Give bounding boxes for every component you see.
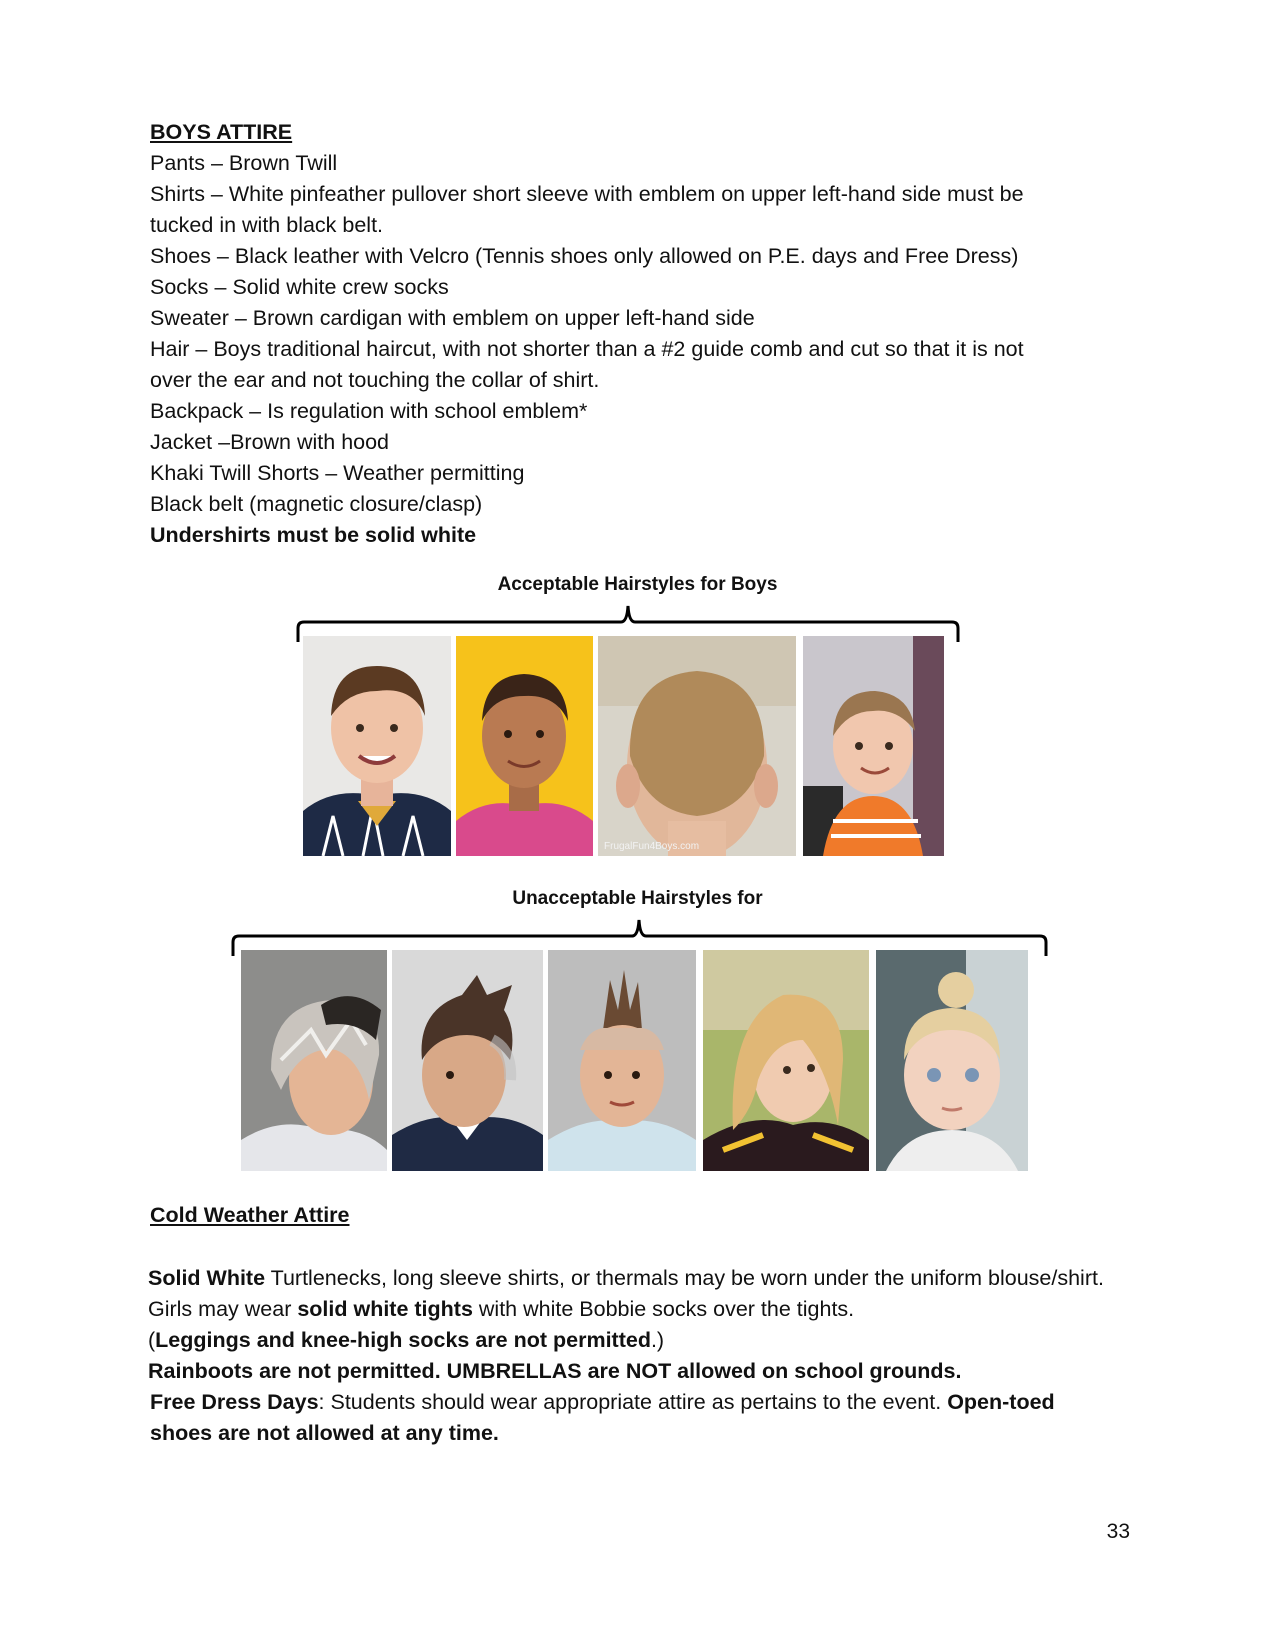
photo-watermark: FrugalFun4Boys.com (604, 841, 700, 852)
page-number: 33 (1106, 1520, 1130, 1543)
undershirts-rule: Undershirts must be solid white (150, 523, 477, 547)
acceptable-photo-4 (803, 636, 944, 856)
attire-line: Jacket –Brown with hood (150, 430, 390, 454)
cold-p2-bold: solid white tights (297, 1297, 473, 1321)
cold-weather-heading: Cold Weather Attire (150, 1203, 350, 1227)
cold-weather-section (150, 1200, 1110, 1231)
attire-line: tucked in with black belt. (150, 213, 384, 237)
cold-p1-rest: Turtlenecks, long sleeve shirts, or thermals may be worn under the uniform blouse/shirt. (265, 1266, 1104, 1290)
cold-p5-bold2: Open-toed (947, 1390, 1055, 1414)
cold-weather-body (148, 1263, 1108, 1449)
attire-line: Black belt (magnetic closure/clasp) (150, 492, 483, 516)
attire-line: Hair – Boys traditional haircut, with not shorter than a #2 guide comb and cut so that it is not (150, 337, 1024, 361)
cold-p3-a: ( (148, 1328, 156, 1352)
acceptable-photo-2 (456, 636, 593, 856)
attire-line: Socks – Solid white crew socks (150, 275, 449, 299)
attire-line: Shirts – White pinfeather pullover short sleeve with emblem on upper left-hand side must be (150, 182, 1024, 206)
unacceptable-photo-1 (241, 950, 387, 1171)
boys-attire-heading: BOYS ATTIRE (150, 120, 293, 144)
cold-paragraph-1 (148, 1263, 1108, 1294)
cold-p2-b: with white Bobbie socks over the tights. (472, 1297, 855, 1321)
attire-line: over the ear and not touching the collar of shirt. (150, 368, 600, 392)
cold-p5-rest: : Students should wear appropriate attire as pertains to the event. (318, 1390, 948, 1414)
cold-p5-bold3: shoes are not allowed at any time. (150, 1421, 499, 1445)
attire-line: Shoes – Black leather with Velcro (Tennis shoes only allowed on P.E. days and Free Dress) (150, 244, 1019, 268)
cold-p1-bold: Solid White (148, 1266, 266, 1290)
cold-p3-b: .) (650, 1328, 665, 1352)
cold-p5-bold: Free Dress Days (150, 1390, 319, 1414)
attire-line: Pants – Brown Twill (150, 151, 338, 175)
unacceptable-photo-4 (703, 950, 869, 1171)
cold-paragraph-4: Rainboots are not permitted. UMBRELLAS are NOT allowed on school grounds. (148, 1359, 962, 1383)
unacceptable-photo-2 (392, 950, 543, 1171)
cold-p3-bold: Leggings and knee-high socks are not permitted (155, 1328, 651, 1352)
cold-paragraph-5 (150, 1387, 1108, 1418)
acceptable-photo-3 (598, 636, 796, 856)
cold-paragraph-2 (148, 1294, 1108, 1325)
acceptable-caption: Acceptable Hairstyles for Boys (497, 574, 778, 595)
acceptable-photo-1 (303, 636, 451, 856)
attire-line: Sweater – Brown cardigan with emblem on upper left-hand side (150, 306, 755, 330)
cold-p2-a: Girls may wear (148, 1297, 298, 1321)
attire-line: Khaki Twill Shorts – Weather permitting (150, 461, 525, 485)
cold-paragraph-3 (148, 1325, 1108, 1356)
boys-attire-section (150, 117, 1110, 551)
unacceptable-caption: Unacceptable Hairstyles for (512, 888, 763, 909)
unacceptable-photo-3 (548, 950, 696, 1171)
attire-line: Backpack – Is regulation with school emblem* (150, 399, 588, 423)
unacceptable-photo-5 (876, 950, 1028, 1171)
